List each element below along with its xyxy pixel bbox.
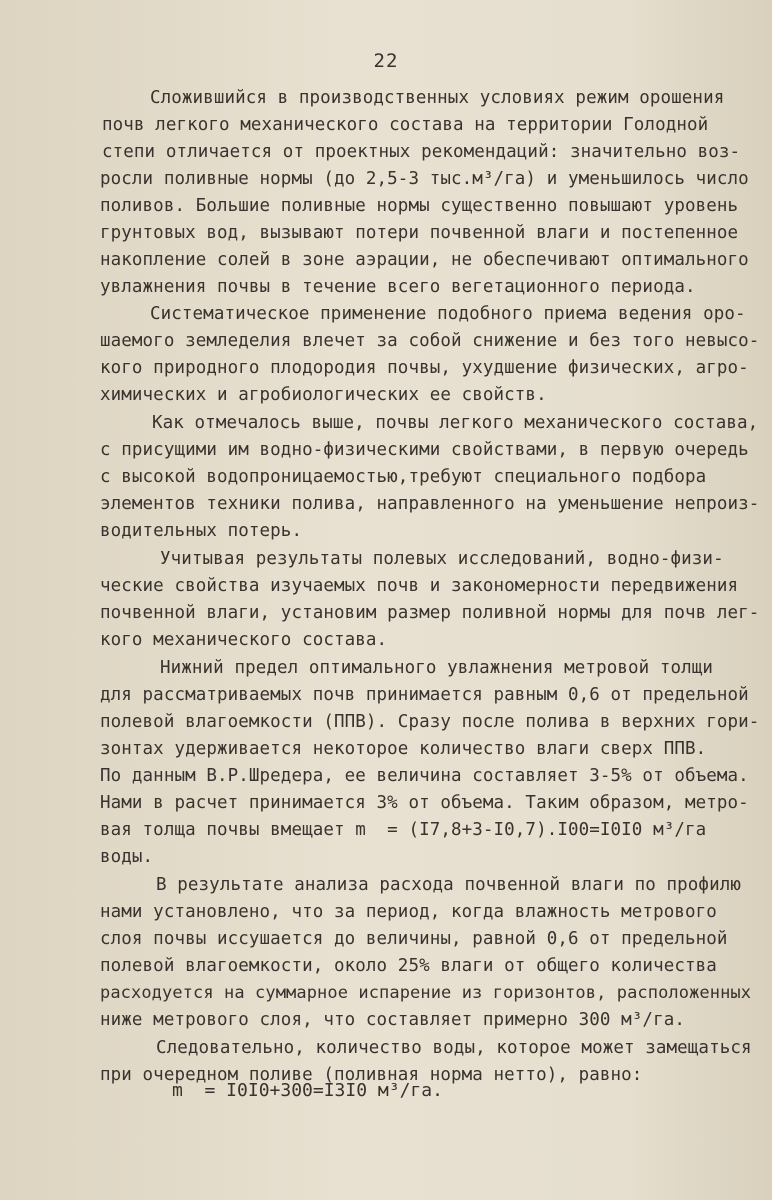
text-line: элементов техники полива, направленного на уменьшение непроиз-: [100, 494, 760, 514]
text-line: Учитывая результаты полевых исследований, водно-физи-: [160, 549, 724, 569]
text-line: водительных потерь.: [100, 521, 303, 541]
text-line: степи отличается от проектных рекомендаций: значительно воз-: [102, 142, 741, 162]
text-line: шаемого земледелия влечет за собой снижение и без того невысо-: [100, 331, 760, 351]
text-line: По данным В.Р.Шредера, ее величина составляет 3-5% от объема.: [100, 766, 749, 786]
text-line: полевой влагоемкости (ППВ). Сразу после полива в верхних гори-: [100, 712, 760, 732]
text-line: ческие свойства изучаемых почв и закономерности передвижения: [100, 576, 739, 596]
text-line: вая толща почвы вмещает m = (I7,8+3-I0,7).I00=I0I0 м³/га: [100, 820, 707, 840]
text-line: при очередном поливе (поливная норма нетто), равно:: [100, 1065, 643, 1085]
text-line: Нами в расчет принимается 3% от объема. Таким образом, метро-: [100, 793, 749, 813]
text-line: расходуется на суммарное испарение из горизонтов, расположенных: [100, 983, 752, 1003]
text-line: полевой влагоемкости, около 25% влаги от общего количества: [100, 956, 717, 976]
text-line: грунтовых вод, вызывают потери почвенной влаги и постепенное: [100, 223, 739, 243]
page-number: 22: [373, 50, 399, 72]
text-line: В результате анализа расхода почвенной влаги по профилю: [156, 875, 741, 895]
text-line: нами установлено, что за период, когда влажность метрового: [100, 902, 717, 922]
text-line: с присущими им водно-физическими свойствами, в первую очередь: [100, 440, 749, 460]
text-line: воды.: [100, 847, 154, 867]
text-line: росли поливные нормы (до 2,5-3 тыс.м³/га) и уменьшилось число: [100, 169, 749, 189]
text-line: Как отмечалось выше, почвы легкого механического состава,: [152, 413, 759, 433]
formula: m = I0I0+300=I3I0 м³/га.: [172, 1080, 443, 1101]
text-line: Нижний предел оптимального увлажнения метровой толщи: [160, 658, 714, 678]
text-line: с высокой водопроницаемостью,требуют специального подбора: [100, 467, 707, 487]
text-line: накопление солей в зоне аэрации, не обеспечивают оптимального: [100, 250, 749, 270]
text-line: Следовательно, количество воды, которое может замещаться: [156, 1038, 752, 1058]
text-line: кого механического состава.: [100, 630, 388, 650]
text-line: зонтах удерживается некоторое количество влаги сверх ППВ.: [100, 739, 707, 759]
text-line: для рассматриваемых почв принимается равным 0,6 от предельной: [100, 685, 749, 705]
text-line: Систематическое применение подобного приема ведения оро-: [150, 304, 746, 324]
text-line: Сложившийся в производственных условиях режим орошения: [150, 88, 725, 108]
text-line: ниже метрового слоя, что составляет примерно 300 м³/га.: [100, 1010, 685, 1030]
text-line: почв легкого механического состава на территории Голодной: [102, 115, 709, 135]
text-line: кого природного плодородия почвы, ухудшение физических, агро-: [100, 358, 749, 378]
text-line: слоя почвы иссушается до величины, равной 0,6 от предельной: [100, 929, 728, 949]
text-line: почвенной влаги, установим размер поливной нормы для почв лег-: [100, 603, 760, 623]
text-line: увлажнения почвы в течение всего вегетационного периода.: [100, 277, 696, 297]
text-line: поливов. Большие поливные нормы существенно повышают уровень: [100, 196, 739, 216]
text-line: химических и агробиологических ее свойств.: [100, 385, 547, 405]
